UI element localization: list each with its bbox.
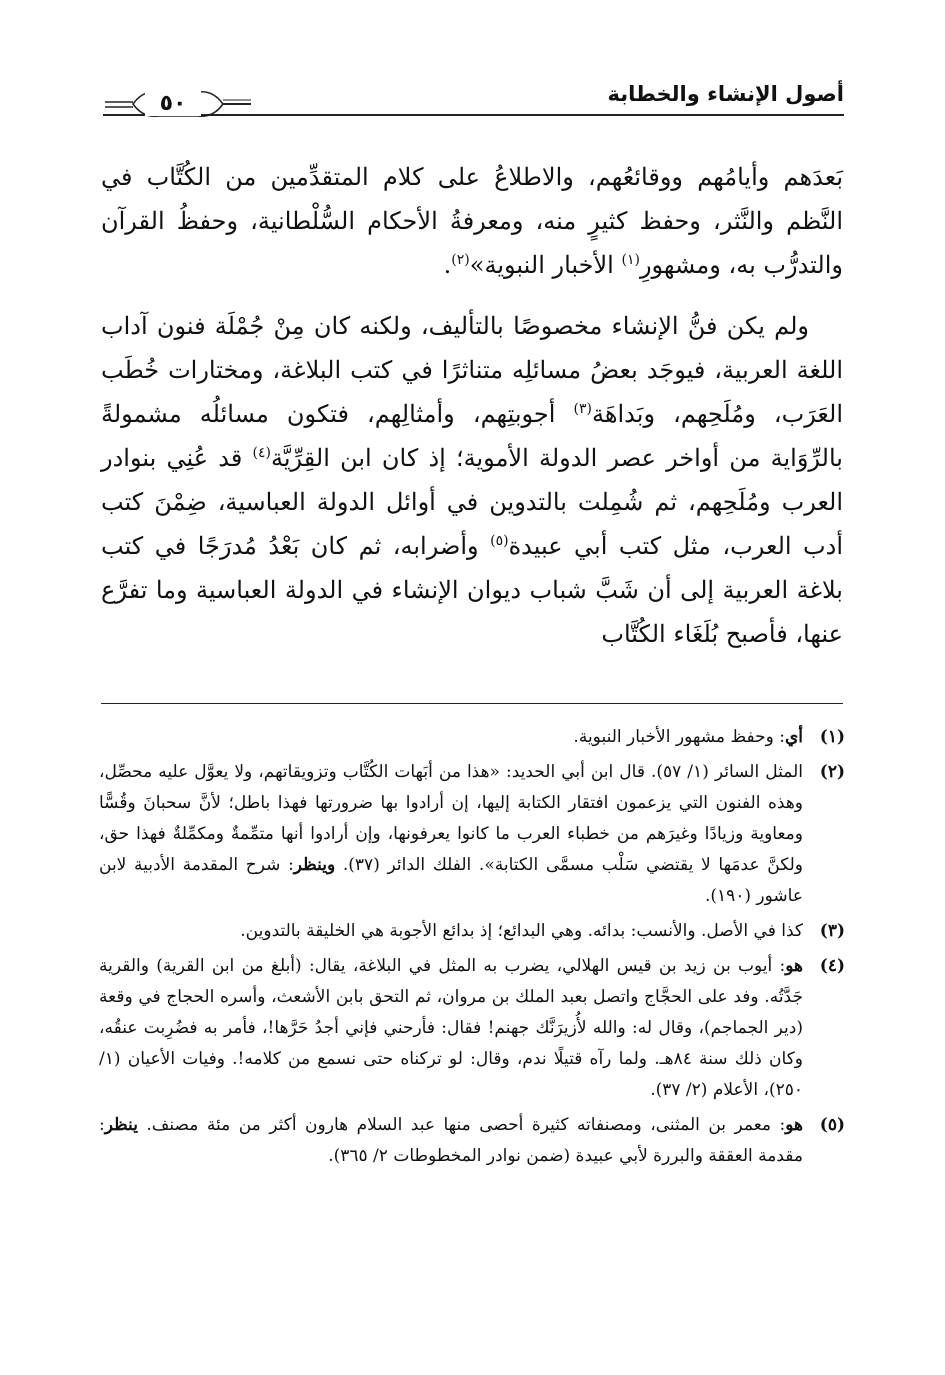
footnote-1: (١) أي: وحفظ مشهور الأخبار النبوية. xyxy=(99,722,845,753)
footnote-number: (١) xyxy=(819,727,845,747)
footnote-separator xyxy=(101,703,843,704)
footnote-number: (٤) xyxy=(819,956,845,976)
paragraph-1: بَعدَهم وأيامُهم ووقائعُهم، والاطلاعُ على كلام المتقدِّمين من الكُتَّاب في النَّظم والنَّثر، وحفظ كثيرٍ منه، ومعرفةُ الأحكام السُّلْطانية، وحفظُ القرآن والتدرُّب به، ومشهورِ$^{(١)}$ الأخبار النبوية»$^{(٢)}$. xyxy=(101,163,843,279)
body-text xyxy=(101,155,843,673)
footnote-marker-5[interactable]: (٥) xyxy=(490,533,509,549)
page-number-ornament xyxy=(103,86,253,124)
footnote-5: (٥) هو: معمر بن المثنى، ومصنفاته كثيرة أحصى منها عبد السلام هارون أكثر من مئة مصنف. ينظر: مقدمة العققة والبررة لأبي عبيدة (ضمن نوادر المخطوطات ٢/ ٣٦٥). xyxy=(99,1110,845,1172)
footnote-number: (٢) xyxy=(819,762,845,782)
footnote-number: (٣) xyxy=(819,921,845,941)
footnote-number: (٥) xyxy=(819,1115,845,1135)
footnote-2: (٢) المثل السائر (١/ ٥٧). قال ابن أبي الحديد: «هذا من أبَهات الكُتَّاب وتزويقاتهم، ولا يعوَّل عليه محصِّل، وهذه الفنون التي يزعمون افتقار الكتابة إليها، إن أرادوا بها ضرورتها فهذا باطل؛ لأنَّ سحبانَ وقُسًّا ومعاوية وزيادًا وغيرَهم من خطباء العرب ما كانوا يعرفونها، وإن أرادوا أنها متمِّمةٌ ومكمِّلةٌ فهذا حق، ولكنَّ عدمَها لا يقتضي سَلْب مسمَّى الكتابة». الفلك الدائر (٣٧). وينظر: شرح المقدمة الأدبية لابن عاشور (١٩٠). xyxy=(99,757,845,912)
footnote-marker-1[interactable]: (١) xyxy=(621,252,640,268)
page-number: ٥٠ xyxy=(145,91,201,116)
running-header xyxy=(103,80,844,128)
footnote-marker-4[interactable]: (٤) xyxy=(252,445,271,461)
footnote-4: (٤) هو: أيوب بن زيد بن قيس الهلالي، يضرب به المثل في البلاغة، يقال: (أبلغ من ابن القرية) والقرية جَدَّتُه. وفد على الحجَّاج واتصل بعبد الملك بن مروان، ثم التحق بابن الأشعث، وأسره الحجاج في وقعة (دير الجماجم)، وقال له: والله لأُزيرَنَّك جهنم! فقال: فأرحني فإني أجدُ حَرَّها!، فأمر به فضُرِبت عنقُه، وكان ذلك سنة ٨٤هـ. ولما رآه قتيلًا ندم، وقال: لو تركناه حتى نسمع من كلامه!. وفيات الأعيان (١/ ٢٥٠)، الأعلام (٢/ ٣٧). xyxy=(99,951,845,1106)
paragraph-2: ولم يكن فنُّ الإنشاء مخصوصًا بالتأليف، ولكنه كان مِنْ جُمْلَة فنون آداب اللغة العربية، فيوجَد بعضُ مسائلِه متناثرًا في كتب البلاغة، ومختارات خُطَب العَرَب، ومُلَحِهم، وبَداهَة$^{(٣)}$ أجوبتِهم، وأمثالِهم، فتكون مسائلُه مشمولةً بالرِّوَاية من أواخر عصر الدولة الأموية؛ إذ كان ابن القِرِّيَّة$^{(٤)}$ قد عُنِي بنوادر العرب ومُلَحِهم، ثم شُمِلت بالتدوين في أوائل الدولة العباسية، ضِمْنَ كتب أدب العرب، مثل كتب أبي عبيدة$^{(٥)}$ وأضرابه، ثم كان بَعْدُ مُدرَجًا في كتب بلاغة العربية إلى أن شَبَّ شباب ديوان الإنشاء في الدولة العباسية وما تفرَّع عنها، فأصبح بُلَغَاء الكُتَّاب xyxy=(101,312,843,648)
header-title: أصول الإنشاء والخطابة xyxy=(607,82,844,106)
footnote-3: (٣) كذا في الأصل. والأنسب: بدائه. وهي البدائع؛ إذ بدائع الأجوبة هي الخليقة بالتدوين. xyxy=(99,916,845,947)
footnotes xyxy=(99,722,845,1176)
footnote-marker-2[interactable]: (٢) xyxy=(451,252,470,268)
footnote-marker-3[interactable]: (٣) xyxy=(573,401,592,417)
